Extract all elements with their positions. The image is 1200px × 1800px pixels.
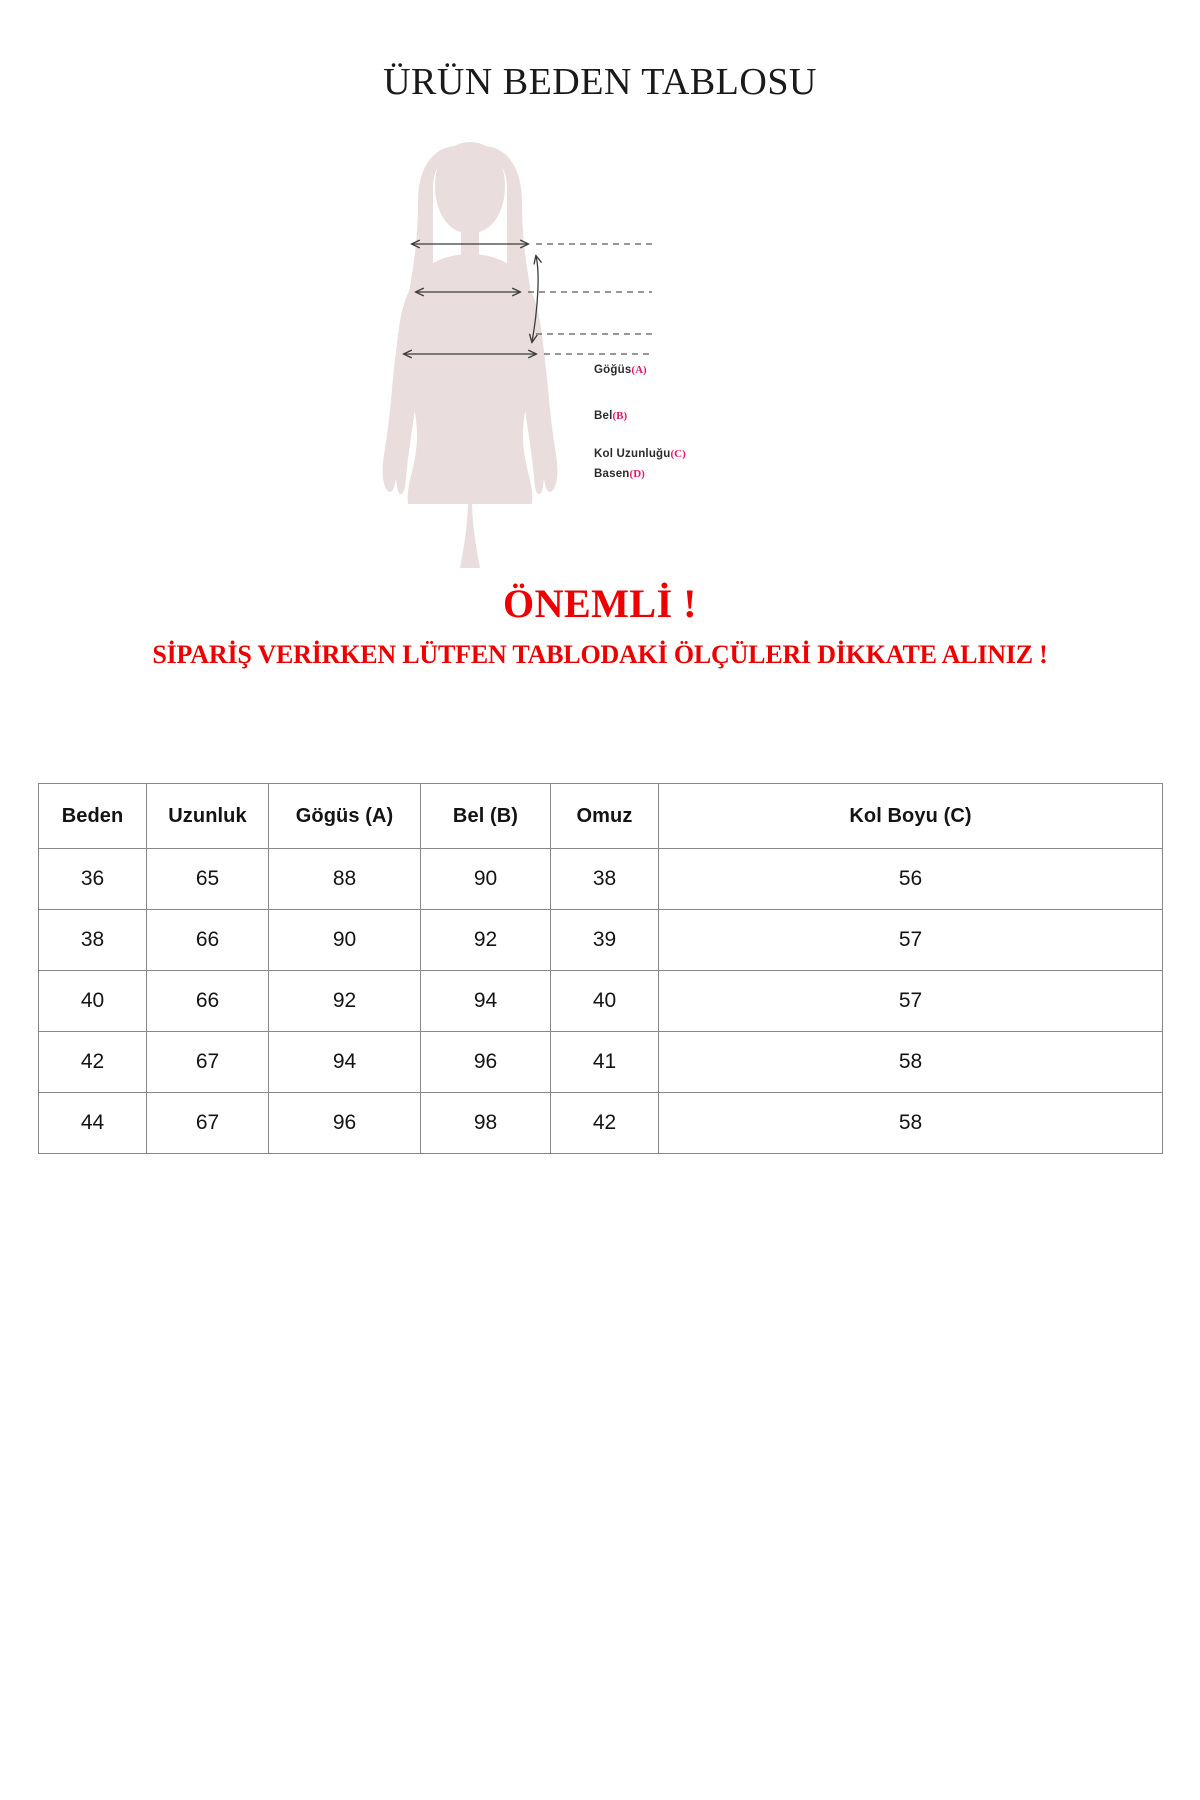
table-row — [39, 1093, 1163, 1154]
cell-omuz: 42 — [551, 1093, 659, 1154]
table-header-beden: Beden — [39, 784, 147, 849]
cell-kol-boyu: 58 — [659, 1093, 1163, 1154]
warning-message: SİPARİŞ VERİRKEN LÜTFEN TABLODAKİ ÖLÇÜLERİ DİKKATE ALINIZ ! — [152, 640, 1048, 669]
page-title: ÜRÜN BEDEN TABLOSU — [383, 61, 817, 103]
size-table — [38, 783, 1163, 1154]
cell-beden: 40 — [39, 971, 147, 1032]
table-row — [39, 849, 1163, 910]
measurement-diagram — [0, 128, 1200, 568]
cell-bel: 90 — [421, 849, 551, 910]
table-row — [39, 910, 1163, 971]
cell-uzunluk: 65 — [147, 849, 269, 910]
cell-uzunluk: 66 — [147, 971, 269, 1032]
cell-gogus: 92 — [269, 971, 421, 1032]
table-header-uzunluk: Uzunluk — [147, 784, 269, 849]
label-hips-tag: (D) — [629, 468, 645, 480]
cell-kol-boyu: 57 — [659, 971, 1163, 1032]
label-waist-text: Bel — [594, 410, 613, 422]
label-arm-length-tag: (C) — [670, 448, 686, 460]
cell-uzunluk: 67 — [147, 1032, 269, 1093]
table-header-omuz: Omuz — [551, 784, 659, 849]
cell-omuz: 38 — [551, 849, 659, 910]
cell-beden: 38 — [39, 910, 147, 971]
cell-kol-boyu: 58 — [659, 1032, 1163, 1093]
cell-bel: 98 — [421, 1093, 551, 1154]
cell-kol-boyu: 57 — [659, 910, 1163, 971]
label-chest-text: Göğüs — [594, 364, 632, 376]
cell-beden: 36 — [39, 849, 147, 910]
cell-bel: 96 — [421, 1032, 551, 1093]
cell-bel: 94 — [421, 971, 551, 1032]
female-body-silhouette — [383, 142, 558, 568]
label-hips — [594, 468, 645, 480]
table-row — [39, 1032, 1163, 1093]
table-header-bel: Bel (B) — [421, 784, 551, 849]
cell-gogus: 90 — [269, 910, 421, 971]
label-chest — [594, 364, 647, 376]
label-waist-tag: (B) — [612, 410, 628, 422]
label-chest-tag: (A) — [631, 364, 647, 376]
label-arm-length — [594, 448, 686, 460]
cell-beden: 42 — [39, 1032, 147, 1093]
cell-gogus: 88 — [269, 849, 421, 910]
cell-beden: 44 — [39, 1093, 147, 1154]
cell-uzunluk: 66 — [147, 910, 269, 971]
cell-gogus: 94 — [269, 1032, 421, 1093]
cell-uzunluk: 67 — [147, 1093, 269, 1154]
table-header-gogus: Gögüs (A) — [269, 784, 421, 849]
label-waist — [594, 410, 627, 422]
cell-bel: 92 — [421, 910, 551, 971]
body-silhouette-svg — [360, 128, 840, 568]
warning-headline: ÖNEMLİ ! — [503, 581, 697, 626]
cell-omuz: 41 — [551, 1032, 659, 1093]
table-header-row — [39, 784, 1163, 849]
cell-kol-boyu: 56 — [659, 849, 1163, 910]
cell-omuz: 39 — [551, 910, 659, 971]
cell-omuz: 40 — [551, 971, 659, 1032]
label-arm-length-text: Kol Uzunluğu — [594, 448, 671, 460]
cell-gogus: 96 — [269, 1093, 421, 1154]
table-row — [39, 971, 1163, 1032]
label-hips-text: Basen — [594, 468, 630, 480]
table-header-kol-boyu: Kol Boyu (C) — [659, 784, 1163, 849]
